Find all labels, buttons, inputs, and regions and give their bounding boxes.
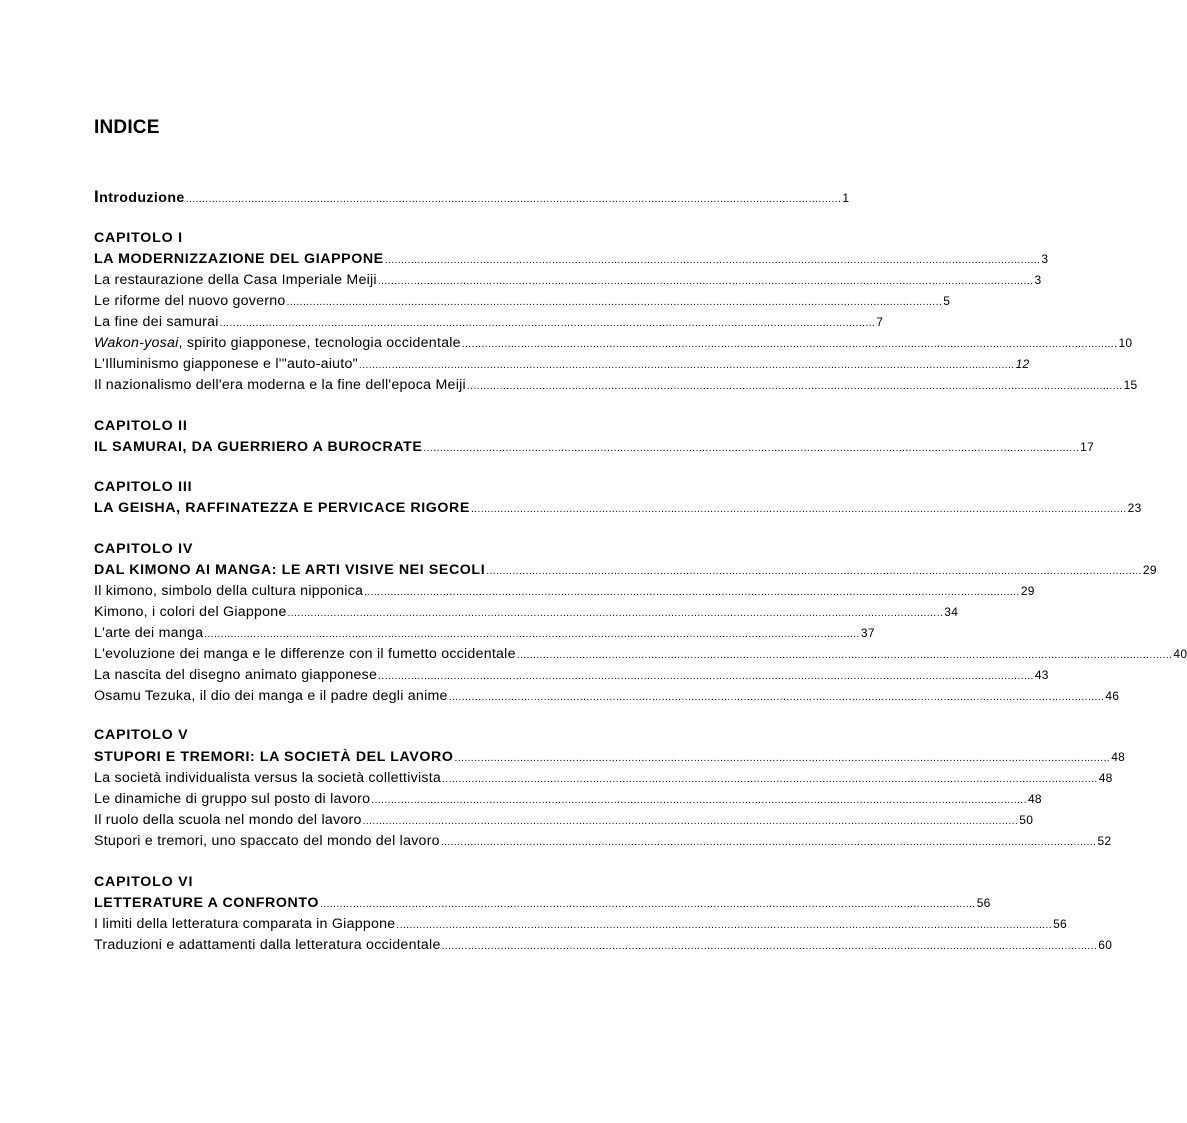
toc-entry-title: STUPORI E TREMORI: LA SOCIETÀ DEL LAVORO — [94, 749, 454, 765]
leader-dots: ........................................................................................................................................................................................................ — [440, 837, 1097, 848]
toc-entry-page: 29 — [1142, 563, 1157, 577]
leader-dots: ........................................................................................................................................................................................................ — [466, 381, 1123, 392]
toc-entry — [94, 376, 1138, 396]
leader-dots: ........................................................................................................................................................................................................ — [371, 795, 1027, 806]
toc-entry — [94, 624, 875, 644]
toc-entry — [94, 645, 1187, 665]
toc-entry-page: 37 — [860, 626, 875, 640]
toc-entry-title: Stupori e tremori, uno spaccato del mondo del lavoro — [94, 833, 440, 849]
leader-dots: ........................................................................................................................................................................................................ — [287, 608, 944, 619]
toc-entry-page: 48 — [1111, 750, 1126, 764]
leader-dots: ........................................................................................................................................................................................................ — [286, 297, 943, 308]
chapter-heading-6 — [94, 894, 991, 914]
leader-dots: ........................................................................................................................................................................................................ — [377, 276, 1034, 287]
chapter-label-6: CAPITOLO VI — [94, 874, 194, 890]
toc-entry-title-rest: , spirito giapponese, tecnologia occidentale — [178, 335, 461, 351]
toc-entry-title: La nascita del disegno animato giapponese — [94, 667, 378, 683]
leader-dots: ........................................................................................................................................................................................................ — [470, 504, 1127, 515]
toc-entry-page: 48 — [1098, 771, 1113, 785]
chapter-heading-3 — [94, 499, 1142, 519]
toc-entry-page: 46 — [1105, 689, 1120, 703]
toc-entry-page: 7 — [876, 315, 884, 329]
toc-entry — [94, 687, 1120, 707]
toc-entry-title: Traduzioni e adattamenti dalla letteratura occidentale — [94, 937, 441, 953]
chapter-heading-2 — [94, 438, 1095, 458]
leader-dots: ........................................................................................................................................................................................................ — [423, 443, 1080, 454]
toc-entry-introduzione — [94, 187, 850, 209]
toc-entry — [94, 811, 1034, 831]
toc-entry-title-italic: Wakon-yosai — [94, 335, 179, 351]
toc-entry-title: La società individualista versus la società collettivista — [94, 770, 442, 786]
toc-entry-title: L'Illuminismo giapponese e l'"auto-aiuto" — [94, 356, 358, 372]
leader-dots: ........................................................................................................................................................................................................ — [364, 587, 1020, 598]
toc-entry-page: 60 — [1098, 938, 1113, 952]
page-title: INDICE — [94, 117, 160, 138]
toc-entry-page: 43 — [1034, 668, 1049, 682]
toc-entry-page: 56 — [976, 896, 991, 910]
leader-dots: ........................................................................................................................................................................................................ — [185, 194, 842, 205]
toc-entry-page: 12 — [1015, 357, 1030, 371]
chapter-heading-5 — [94, 748, 1126, 768]
toc-entry — [94, 582, 1035, 602]
leader-dots: ........................................................................................................................................................................................................ — [384, 255, 1041, 266]
toc-entry-page: 17 — [1080, 440, 1095, 454]
toc-entry-title: Le dinamiche di gruppo sul posto di lavoro — [94, 791, 371, 807]
toc-entry-page: 3 — [1034, 273, 1042, 287]
leader-dots: ........................................................................................................................................................................................................ — [204, 629, 860, 640]
toc-entry-page: 52 — [1097, 834, 1112, 848]
toc-entry — [94, 355, 1030, 375]
leader-dots: ........................................................................................................................................................................................................ — [320, 899, 976, 910]
toc-entry-title: LA GEISHA, RAFFINATEZZA E PERVICACE RIGORE — [94, 500, 470, 516]
leader-dots: ........................................................................................................................................................................................................ — [442, 774, 1098, 785]
toc-entry-page: 48 — [1027, 792, 1042, 806]
toc-entry-title: Osamu Tezuka, il dio dei manga e il padre degli anime — [94, 688, 448, 704]
toc-entry-title: La restaurazione della Casa Imperiale Meiji — [94, 272, 377, 288]
leader-dots: ........................................................................................................................................................................................................ — [448, 692, 1105, 703]
toc-entry — [94, 603, 959, 623]
toc-entry-page: 23 — [1127, 501, 1142, 515]
toc-entry-title: DAL KIMONO AI MANGA: LE ARTI VISIVE NEI SECOLI — [94, 562, 486, 578]
toc-entry — [94, 334, 1133, 354]
toc-entry-title: Introduzione — [94, 187, 185, 206]
leader-dots: ........................................................................................................................................................................................................ — [396, 920, 1053, 931]
leader-dots: ........................................................................................................................................................................................................ — [461, 339, 1118, 350]
toc-entry-page: 50 — [1019, 813, 1034, 827]
toc-entry-page: 56 — [1053, 917, 1067, 931]
chapter-label-3: CAPITOLO III — [94, 479, 193, 495]
leader-dots: ........................................................................................................................................................................................................ — [441, 941, 1098, 952]
leader-dots: ........................................................................................................................................................................................................ — [454, 753, 1111, 764]
leader-dots: ........................................................................................................................................................................................................ — [378, 671, 1034, 682]
toc-entry-title: Il ruolo della scuola nel mondo del lavoro — [94, 812, 362, 828]
toc-entry — [94, 666, 1049, 686]
toc-entry-title: Il nazionalismo dell'era moderna e la fine dell'epoca Meiji — [94, 377, 466, 393]
chapter-label-4: CAPITOLO IV — [94, 541, 194, 557]
toc-entry-title: LETTERATURE A CONFRONTO — [94, 895, 320, 911]
toc-entry-page: 1 — [842, 191, 850, 205]
toc-entry-page: 34 — [944, 605, 959, 619]
chapter-heading-4 — [94, 561, 1157, 581]
leader-dots: ........................................................................................................................................................................................................ — [219, 318, 876, 329]
toc-entry-title: Le riforme del nuovo governo — [94, 293, 286, 309]
leader-dots: ........................................................................................................................................................................................................ — [516, 650, 1173, 661]
toc-entry-page: 15 — [1123, 378, 1138, 392]
toc-entry-title: LA MODERNIZZAZIONE DEL GIAPPONE — [94, 251, 384, 267]
toc-entry — [94, 313, 884, 333]
chapter-heading-1 — [94, 250, 1049, 270]
toc-entry-page: 3 — [1041, 252, 1049, 266]
toc-entry-title: L'arte dei manga — [94, 625, 204, 641]
toc-entry-title: L'evoluzione dei manga e le differenze con il fumetto occidentale — [94, 646, 516, 662]
leader-dots: ........................................................................................................................................................................................................ — [358, 360, 1015, 371]
toc-entry — [94, 936, 1113, 956]
toc-entry-page: 5 — [943, 294, 951, 308]
toc-entry-title: La fine dei samurai — [94, 314, 219, 330]
chapter-label-2: CAPITOLO II — [94, 418, 188, 434]
toc-entry-page: 29 — [1020, 584, 1035, 598]
toc-entry-title: Kimono, i colori del Giappone — [94, 604, 287, 620]
toc-entry-title: Il kimono, simbolo della cultura nipponica — [94, 583, 364, 599]
toc-entry — [94, 915, 1067, 935]
toc-entry-title: I limiti della letteratura comparata in Giappone — [94, 916, 396, 932]
toc-entry-page: 10 — [1118, 336, 1133, 350]
leader-dots: ........................................................................................................................................................................................................ — [486, 566, 1142, 577]
toc-entry — [94, 271, 1042, 291]
chapter-label-5: CAPITOLO V — [94, 727, 189, 743]
toc-entry-title — [94, 334, 461, 352]
toc-entry — [94, 790, 1042, 810]
toc-entry — [94, 769, 1113, 789]
toc-entry-page: 40 — [1173, 647, 1187, 661]
toc-entry — [94, 292, 951, 312]
toc-entry-title: IL SAMURAI, DA GUERRIERO A BUROCRATE — [94, 439, 423, 455]
leader-dots: ........................................................................................................................................................................................................ — [362, 816, 1019, 827]
toc-entry — [94, 832, 1112, 852]
chapter-label-1: CAPITOLO I — [94, 230, 183, 246]
